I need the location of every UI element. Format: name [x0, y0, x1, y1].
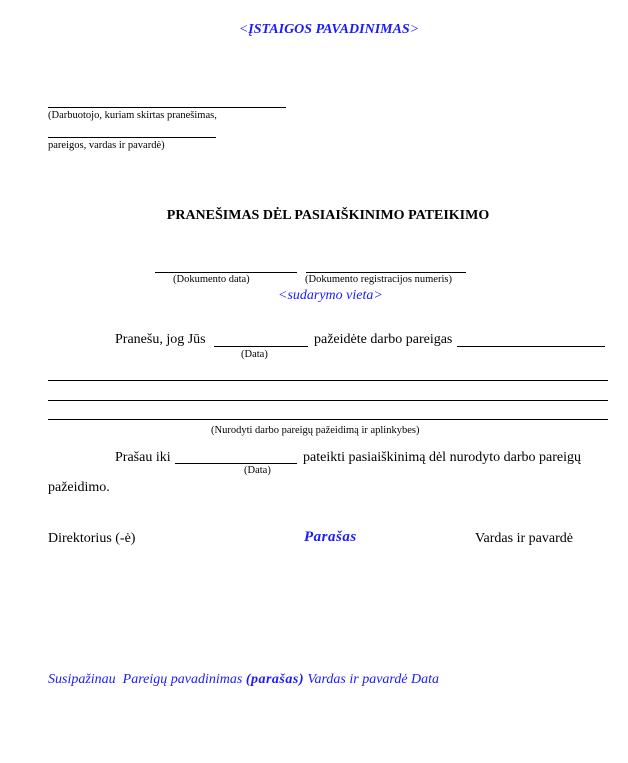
para1-duty-line: [457, 346, 605, 347]
document-date-caption: (Dokumento data): [173, 274, 250, 285]
para2-start: Prašau iki: [115, 450, 171, 465]
document-reg-caption: (Dokumento registracijos numeris): [305, 274, 452, 285]
recipient-line-2: [48, 137, 216, 138]
institution-close-bracket: >: [409, 22, 420, 37]
acknowledgement-signature: (parašas): [245, 672, 304, 687]
institution-open-bracket: <: [238, 22, 249, 37]
document-date-line: [155, 272, 297, 273]
para1-date-line: [214, 346, 308, 347]
institution-name-text: ĮSTAIGOS PAVADINIMAS: [248, 22, 410, 37]
institution-name: [0, 22, 628, 38]
para2-mid: pateikti pasiaiškinimą dėl nurodyto darbo pareigų: [303, 450, 581, 465]
violation-caption: (Nurodyti darbo pareigų pažeidimą ir aplinkybes): [211, 425, 420, 436]
para1-date-caption: (Data): [241, 349, 268, 360]
violation-line-2: [48, 400, 608, 401]
document-reg-line: [306, 272, 466, 273]
violation-line-1: [48, 380, 608, 381]
document-title: PRANEŠIMAS DĖL PASIAIŠKINIMO PATEIKIMO: [166, 208, 490, 223]
para1-start: Pranešu, jog Jūs: [115, 332, 206, 347]
para2-end: pažeidimo.: [48, 480, 110, 495]
para2-date-caption: (Data): [244, 465, 271, 476]
acknowledgement-line: [48, 672, 439, 688]
creation-place: <sudarymo vieta>: [278, 288, 383, 303]
violation-line-3: [48, 419, 608, 420]
recipient-line-1: [48, 107, 286, 108]
para1-mid: pažeidėte darbo pareigas: [314, 332, 453, 347]
director-role: Direktorius (-ė): [48, 531, 136, 546]
recipient-caption-1: (Darbuotojo, kuriam skirtas pranešimas,: [48, 110, 217, 121]
recipient-caption-2: pareigos, vardas ir pavardė): [48, 140, 165, 151]
para2-date-line: [175, 463, 297, 464]
director-signature: Parašas: [304, 529, 357, 545]
director-name: Vardas ir pavardė: [475, 531, 573, 546]
acknowledgement-suffix: Vardas ir pavardė Data: [303, 672, 440, 687]
acknowledgement-prefix: Susipažinau Pareigų pavadinimas: [48, 672, 246, 687]
